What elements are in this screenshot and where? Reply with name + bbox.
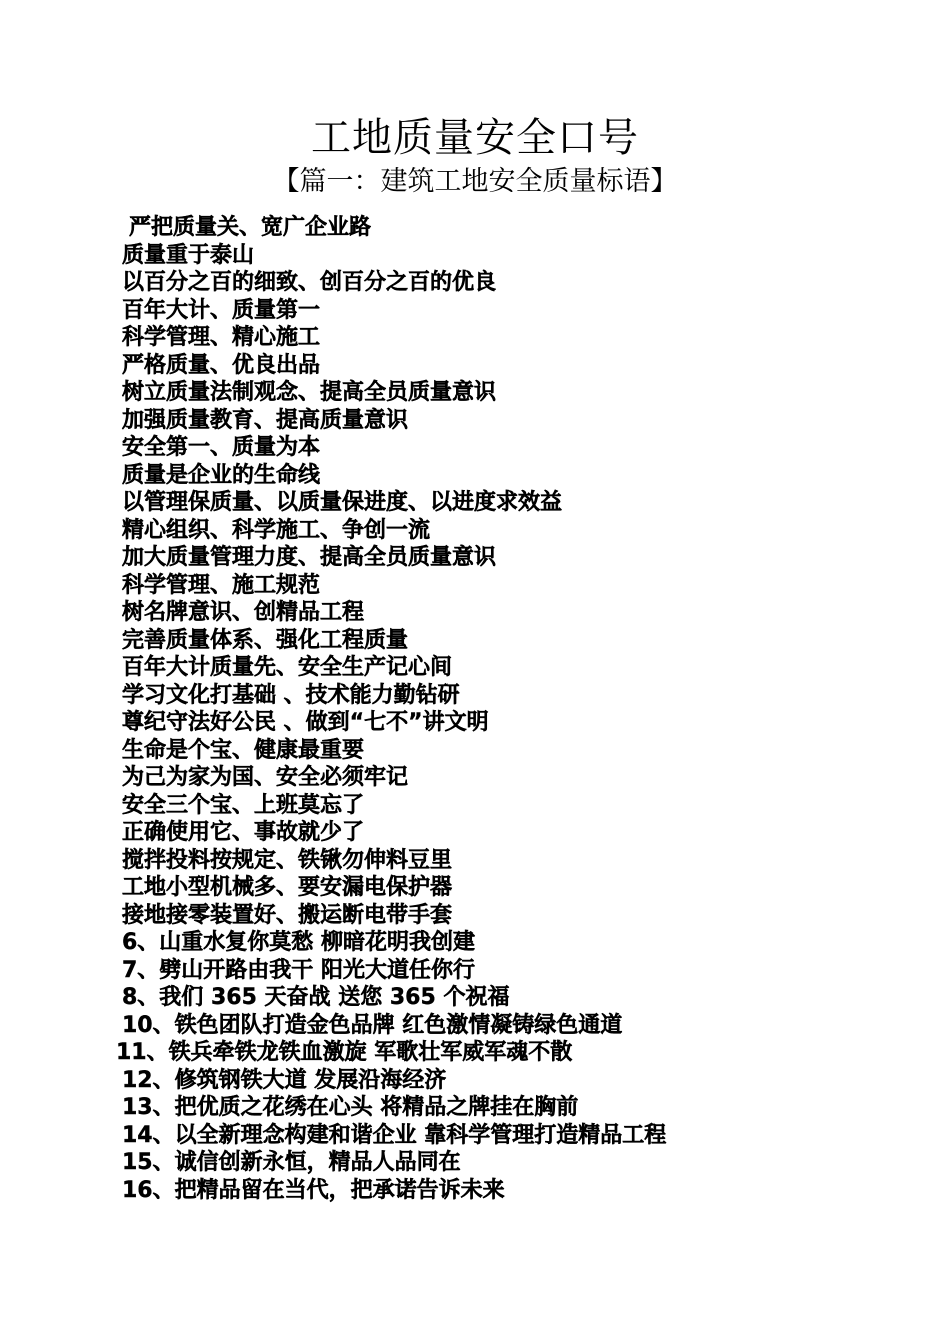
list-item: 树立质量法制观念、提高全员质量意识 bbox=[122, 380, 497, 405]
list-item: 安全三个宝、上班莫忘了 bbox=[122, 792, 365, 818]
list-item: 14、以全新理念构建和谐企业 靠科学管理打造精品工程 bbox=[122, 1122, 667, 1148]
list-item: 科学管理、精心施工 bbox=[122, 325, 321, 350]
list-item: 10、铁色团队打造金色品牌 红色激情凝铸绿色通道 bbox=[122, 1012, 623, 1038]
list-item: 完善质量体系、强化工程质量 bbox=[122, 627, 409, 653]
list-item: 科学管理、施工规范 bbox=[122, 572, 321, 598]
list-item: 严格质量、优良出品 bbox=[122, 352, 321, 378]
list-item: 11、铁兵牵铁龙铁血激旋 军歌壮军威军魂不散 bbox=[116, 1040, 573, 1065]
list-item: 严把质量关、宽广企业路 bbox=[129, 215, 372, 240]
list-item: 13、把优质之花绣在心头 将精品之牌挂在胸前 bbox=[122, 1095, 579, 1120]
page-title: 工地质量安全口号 bbox=[311, 115, 639, 161]
slogan-list bbox=[116, 214, 842, 1204]
list-item: 为己为家为国、安全必须牢记 bbox=[122, 765, 409, 790]
list-item: 搅拌投料按规定、铁锹勿伸料豆里 bbox=[122, 847, 453, 873]
list-item: 尊纪守法好公民 、做到“七不”讲文明 bbox=[122, 710, 489, 735]
list-item: 正确使用它、事故就少了 bbox=[122, 820, 365, 845]
list-item: 16、把精品留在当代，把承诺告诉未来 bbox=[122, 1177, 505, 1203]
list-item: 7、劈山开路由我干 阳光大道任你行 bbox=[122, 957, 475, 983]
list-item: 百年大计质量先、安全生产记心间 bbox=[122, 655, 453, 680]
list-item: 质量是企业的生命线 bbox=[122, 462, 321, 488]
page-subtitle: 【篇一：建筑工地安全质量标语】 bbox=[272, 166, 678, 197]
list-item: 以管理保质量、以质量保进度、以进度求效益 bbox=[122, 490, 563, 515]
list-item: 以百分之百的细致、创百分之百的优良 bbox=[122, 270, 497, 295]
list-item: 接地接零装置好、搬运断电带手套 bbox=[122, 902, 453, 928]
list-item: 12、修筑钢铁大道 发展沿海经济 bbox=[122, 1067, 447, 1093]
list-item: 树名牌意识、创精品工程 bbox=[122, 600, 365, 625]
list-item: 学习文化打基础 、技术能力勤钻研 bbox=[122, 682, 460, 708]
list-item: 8、我们 365 天奋战 送您 365 个祝福 bbox=[122, 985, 510, 1010]
list-item: 加大质量管理力度、提高全员质量意识 bbox=[122, 545, 497, 570]
list-item: 百年大计、质量第一 bbox=[122, 297, 321, 323]
list-item: 精心组织、科学施工、争创一流 bbox=[122, 517, 431, 543]
list-item: 工地小型机械多、要安漏电保护器 bbox=[122, 875, 453, 900]
list-item: 15、诚信创新永恒，精品人品同在 bbox=[122, 1150, 461, 1175]
list-item: 质量重于泰山 bbox=[122, 242, 255, 268]
list-item: 6、山重水复你莫愁 柳暗花明我创建 bbox=[122, 930, 475, 955]
list-item: 安全第一、质量为本 bbox=[122, 435, 321, 460]
list-item: 生命是个宝、健康最重要 bbox=[122, 737, 365, 763]
list-item: 加强质量教育、提高质量意识 bbox=[122, 407, 409, 433]
